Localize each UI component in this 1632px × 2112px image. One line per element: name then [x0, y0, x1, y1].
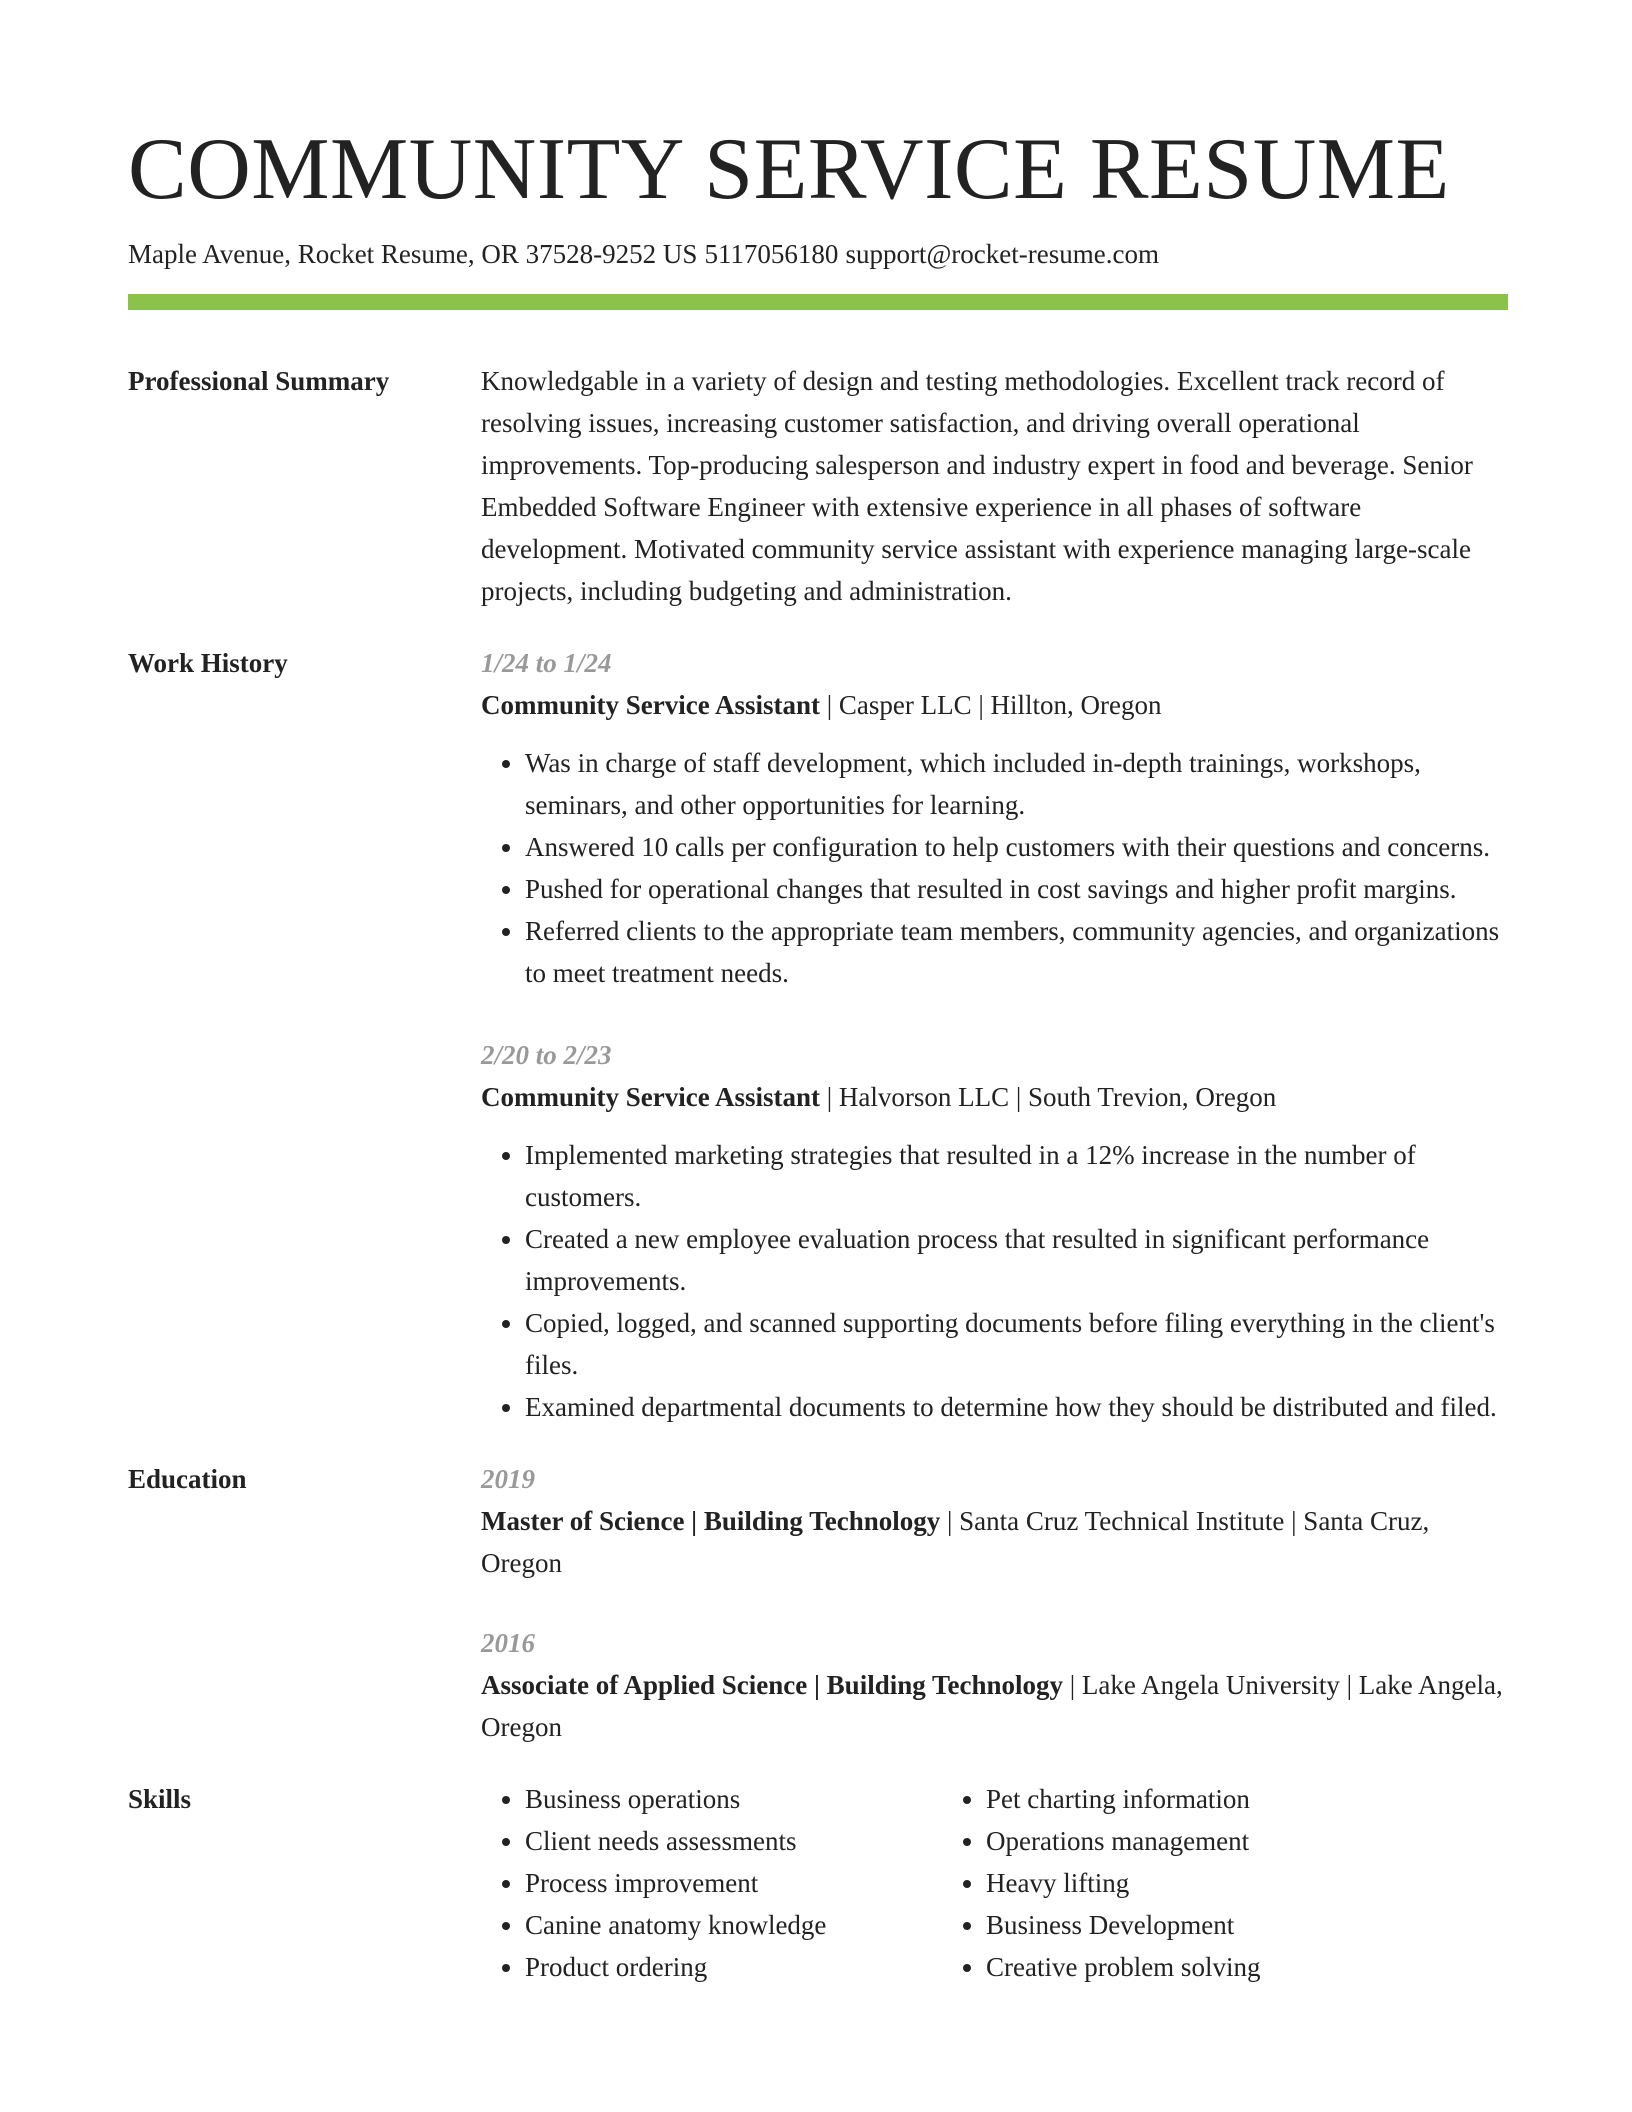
education-entry: [481, 1458, 1508, 1584]
work-history-body: [481, 642, 1508, 1428]
section-label-work-history: Work History: [128, 648, 288, 678]
skill-item: • Heavy lifting: [986, 1862, 1442, 1904]
work-history-section: [128, 642, 1508, 1428]
job-title: Community Service Assistant: [481, 690, 820, 720]
summary-body: [481, 360, 1508, 612]
resume-page: [128, 118, 1508, 1988]
skills-columns: [481, 1778, 1508, 1988]
skill-item: • Canine anatomy knowledge: [525, 1904, 942, 1946]
job-bullet: • Examined departmental documents to determine how they should be distributed and filed.: [525, 1386, 1508, 1428]
job-bullet: • Referred clients to the appropriate team members, community agencies, and organizations to meet treatment needs.: [525, 910, 1508, 994]
education-entry: [481, 1622, 1508, 1748]
education-date: 2019: [481, 1464, 535, 1494]
education-body: [481, 1458, 1508, 1748]
job-title: Community Service Assistant: [481, 1082, 820, 1112]
job-date: 1/24 to 1/24: [481, 648, 612, 678]
skills-list-left: [481, 1778, 942, 1988]
job-details: | Halvorson LLC | South Trevion, Oregon: [820, 1082, 1277, 1112]
job-bullet: • Answered 10 calls per configuration to help customers with their questions and concerns.: [525, 826, 1508, 868]
job-entry: [481, 1034, 1508, 1428]
resume-title: COMMUNITY SERVICE RESUME: [128, 121, 1450, 218]
skill-item: • Creative problem solving: [986, 1946, 1442, 1988]
job-entry: [481, 642, 1508, 994]
education-degree: Associate of Applied Science | Building Technology: [481, 1670, 1064, 1700]
education-degree: Master of Science | Building Technology: [481, 1506, 941, 1536]
job-details: | Casper LLC | Hillton, Oregon: [820, 690, 1162, 720]
education-section: [128, 1458, 1508, 1748]
contact-email: support@rocket-resume.com: [845, 239, 1159, 269]
skill-item: • Product ordering: [525, 1946, 942, 1988]
job-bullets: [481, 1134, 1508, 1428]
education-date: 2016: [481, 1628, 535, 1658]
section-label-skills: Skills: [128, 1784, 192, 1814]
skill-item: • Client needs assessments: [525, 1820, 942, 1862]
education-details: | Lake Angela University | Lake Angela, Oregon: [481, 1670, 1503, 1742]
skills-list-right: [942, 1778, 1442, 1988]
job-bullet: • Pushed for operational changes that resulted in cost savings and higher profit margins.: [525, 868, 1508, 910]
summary-section: [128, 360, 1508, 612]
section-label-education: Education: [128, 1464, 247, 1494]
contact-address: Maple Avenue, Rocket Resume, OR 37528-9252 US: [128, 239, 698, 269]
skill-item: • Operations management: [986, 1820, 1442, 1862]
skill-item: • Business operations: [525, 1778, 942, 1820]
education-heading: [481, 1664, 1508, 1748]
job-date: 2/20 to 2/23: [481, 1040, 612, 1070]
education-heading: [481, 1500, 1508, 1584]
education-details: | Santa Cruz Technical Institute | Santa Cruz, Oregon: [481, 1506, 1430, 1578]
skills-section: [128, 1778, 1508, 1988]
job-bullet: • Created a new employee evaluation process that resulted in significant performance improvements.: [525, 1218, 1508, 1302]
skill-item: • Process improvement: [525, 1862, 942, 1904]
section-label-summary: Professional Summary: [128, 366, 390, 396]
contact-phone: 5117056180: [704, 239, 839, 269]
job-heading: [481, 1076, 1508, 1118]
skill-item: • Business Development: [986, 1904, 1442, 1946]
job-bullets: [481, 742, 1508, 994]
job-bullet: • Was in charge of staff development, which included in-depth trainings, workshops, seminars, and other opportunities for learning.: [525, 742, 1508, 826]
job-heading: [481, 684, 1508, 726]
job-bullet: • Copied, logged, and scanned supporting documents before filing everything in the client's files.: [525, 1302, 1508, 1386]
contact-line: [128, 236, 1508, 272]
skills-body: [481, 1778, 1508, 1988]
header-divider: [128, 294, 1508, 310]
skill-item: • Pet charting information: [986, 1778, 1442, 1820]
summary-text: Knowledgable in a variety of design and testing methodologies. Excellent track record of resolving issues, increasing customer satisfaction, and driving overall operational improvements. Top-producing salesperson and industry expert in food and beverage. Senior Embedded Software Engineer with extensive experience in all phases of software development. Motivated community service assistant with experience managing large-scale projects, including budgeting and administration.: [481, 366, 1473, 606]
job-bullet: • Implemented marketing strategies that resulted in a 12% increase in the number of customers.: [525, 1134, 1508, 1218]
